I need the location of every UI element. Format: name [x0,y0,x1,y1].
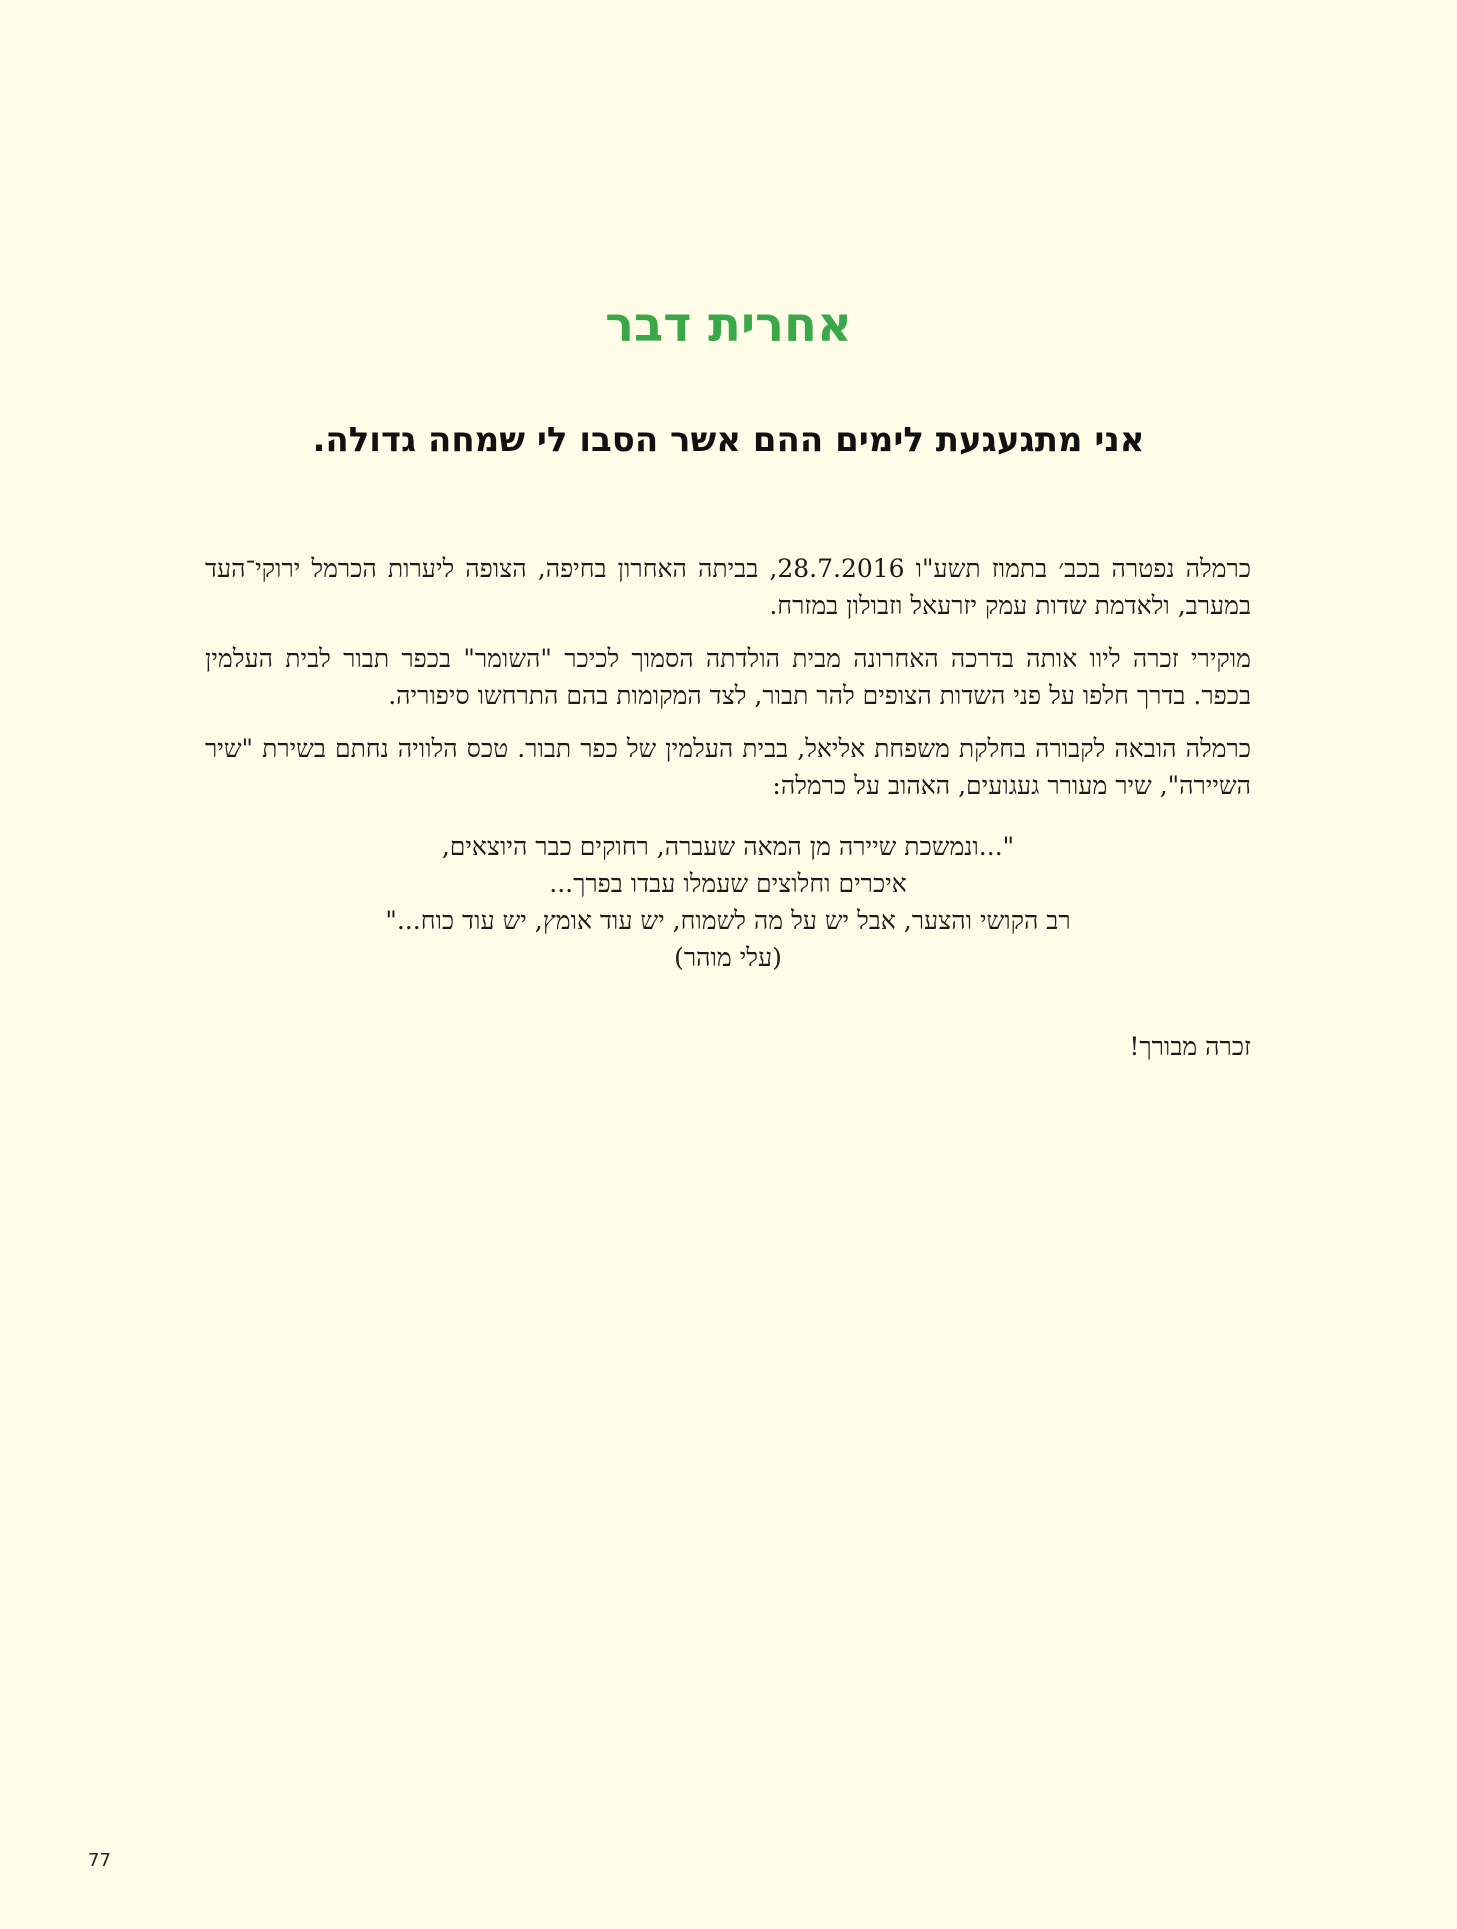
poem-line: איכרים וחלוצים שעמלו עבדו בפרך... [549,869,907,898]
poem-author: (עלי מוהר) [674,943,782,972]
page-number: 77 [88,1850,111,1871]
poem-line: "...ונמשכת שיירה מן המאה שעברה, רחוקים כבר היוצאים, [441,832,1015,861]
poem-quote [205,828,1251,976]
page-title: אחרית דבר [605,297,852,353]
poem-line: רב הקושי והצער, אבל יש על מה לשמוח, יש עוד אומץ, יש עוד כוח..." [385,906,1071,935]
paragraph: מוקירי זכרה ליוו אותה בדרכה האחרונה מבית הולדתה הסמוך לכיכר "השומר" בכפר תבור לבית העלמין בכפר. בדרך חלפו על פני השדות הצופים להר תבור, לצד המקומות בהם התרחשו סיפוריה. [205,644,1251,710]
paragraph: כרמלה נפטרה בכב׳ בתמוז תשע"ו 28.7.2016, בביתה האחרון בחיפה, הצופה ליערות הכרמל ירוקי־העד במערב, ולאדמת שדות עמק יזרעאל וזבולון במזרח. [205,554,1251,620]
closing-blessing: זכרה מבורך! [1129,1032,1251,1061]
paragraph: כרמלה הובאה לקבורה בחלקת משפחת אליאל, בבית העלמין של כפר תבור. טכס הלוויה נחתם בשירת "שיר השיירה", שיר מעורר געגועים, האהוב על כרמלה: [205,734,1251,800]
main-text [205,550,1251,1065]
page-subtitle: אני מתגעגעת לימים ההם אשר הסבו לי שמחה גדולה. [312,420,1145,460]
